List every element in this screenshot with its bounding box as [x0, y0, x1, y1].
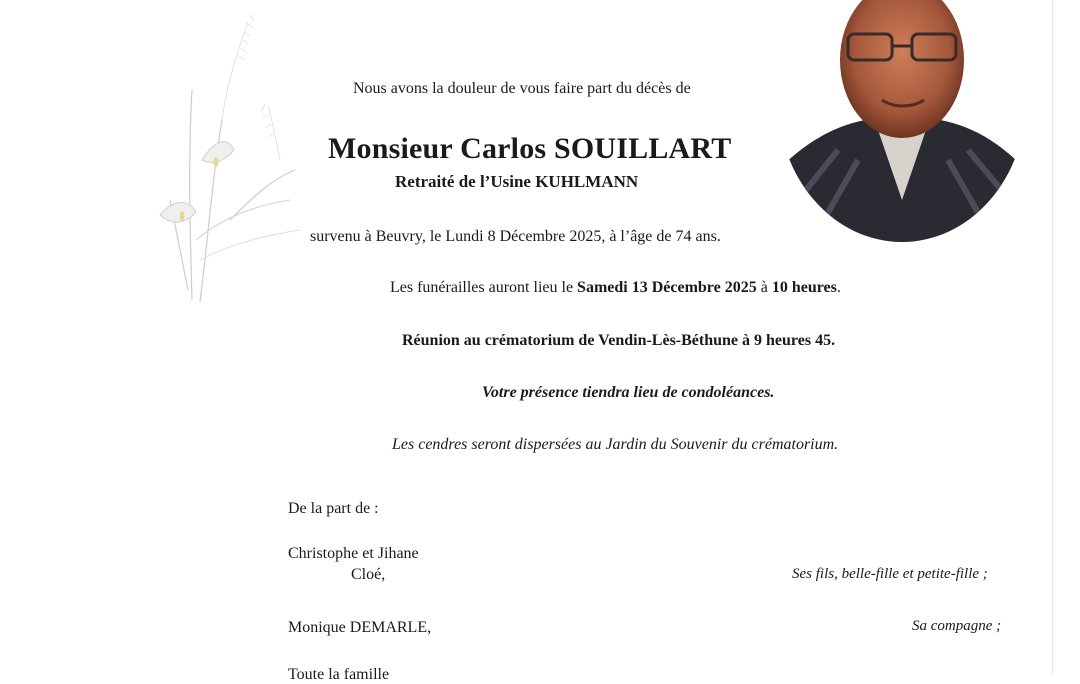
family-relation-1: Ses fils, belle-fille et petite-fille ; — [792, 566, 988, 582]
funeral-middle: à — [756, 279, 772, 296]
family-line-1: Christophe et Jihane — [288, 545, 419, 562]
deceased-name: Monsieur Carlos SOUILLART — [328, 132, 732, 165]
reunion-text: Réunion au crématorium de Vendin-Lès-Béthune à 9 heures 45. — [402, 332, 836, 349]
ashes-text: Les cendres seront dispersées au Jardin du Souvenir du crématorium. — [392, 436, 839, 453]
from-label: De la part de : — [288, 500, 379, 517]
page-edge-line — [1052, 0, 1053, 675]
family-relation-2: Sa compagne ; — [912, 618, 1002, 634]
funeral-suffix: . — [836, 279, 841, 296]
family-line-3-cutoff: Toute la famille — [288, 666, 390, 683]
deceased-subtitle: Retraité de l’Usine KUHLMANN — [395, 172, 639, 191]
funeral-time: 10 heures — [771, 279, 837, 296]
funeral-prefix: Les funérailles auront lieu le — [390, 279, 578, 296]
family-line-2: Monique DEMARLE, — [288, 619, 432, 636]
funeral-line — [390, 279, 841, 297]
lily-flowers-icon — [130, 10, 320, 310]
death-line: survenu à Beuvry, le Lundi 8 Décembre 2025, à l’âge de 74 ans. — [310, 228, 721, 245]
funeral-date: Samedi 13 Décembre 2025 — [577, 279, 757, 296]
portrait-photo — [778, 0, 1026, 242]
condolences-text: Votre présence tiendra lieu de condoléances. — [482, 384, 775, 401]
intro-text: Nous avons la douleur de vous faire part du décès de — [353, 80, 691, 97]
family-line-1b: Cloé, — [351, 566, 386, 583]
